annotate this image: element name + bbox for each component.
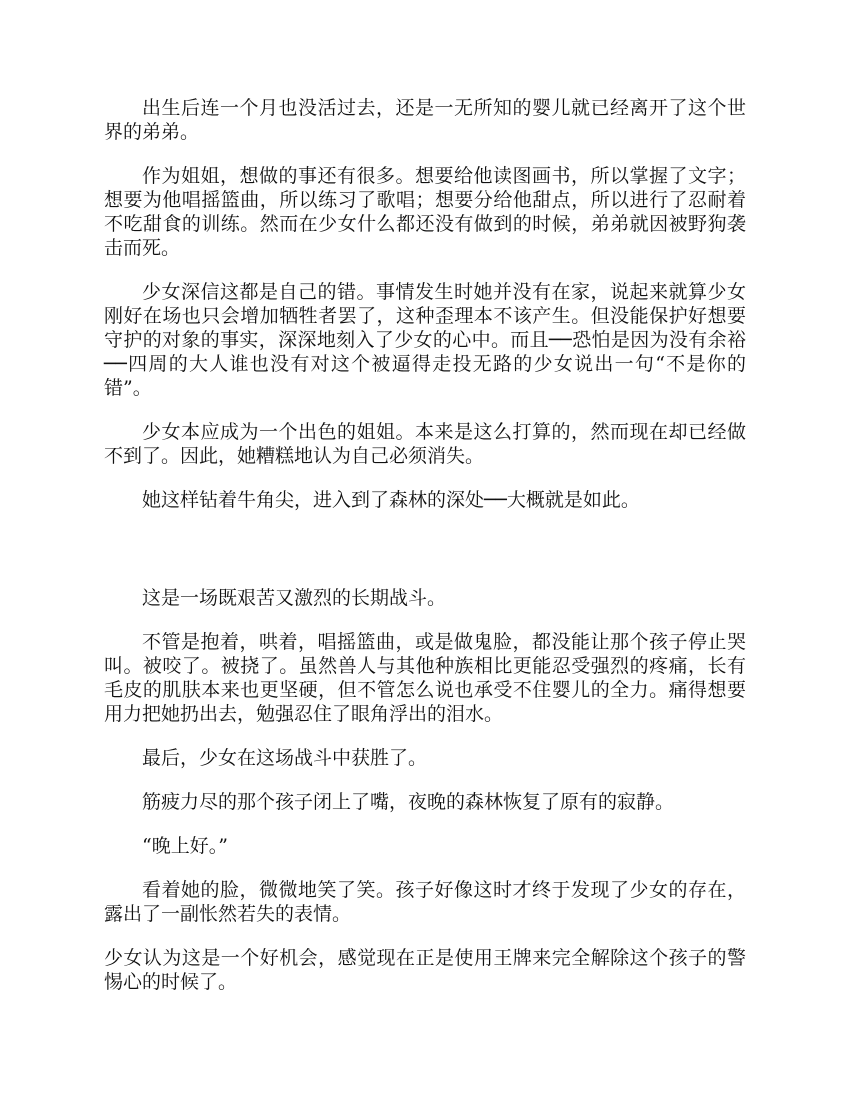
paragraph-brother: 出生后连一个月也没活过去，还是一无所知的婴儿就已经离开了这个世界的弟弟。 [104, 97, 746, 143]
paragraph-should-vanish: 少女本应成为一个出色的姐姐。本来是这么打算的，然而现在却已经做不到了。因此，她糟糕地认为自己必须消失。 [104, 421, 746, 467]
paragraph-trump-card: 少女认为这是一个好机会，感觉现在正是使用王牌来完全解除这个孩子的警惕心的时候了。 [104, 947, 746, 993]
paragraph-guilt: 少女深信这都是自己的错。事情发生时她并没有在家，说起来就算少女刚好在场也只会增加牺牲者罢了，这种歪理本不该产生。但没能保护好想要守护的对象的事实，深深地刻入了少女的心中。而且──恐怕是因为没有余裕──四周的大人谁也没有对这个被逼得走投无路的少女说出一句“不是你的错”。 [104, 281, 746, 399]
paragraph-greeting: “晚上好。” [142, 835, 228, 857]
paragraph-smile: 看着她的脸，微微地笑了笑。孩子好像这时才终于发现了少女的存在，露出了一副怅然若失的表情。 [104, 879, 746, 925]
paragraph-long-battle: 这是一场既艰苦又激烈的长期战斗。 [142, 587, 447, 609]
paragraph-victory: 最后，少女在这场战斗中获胜了。 [142, 747, 428, 769]
section-break [104, 532, 746, 586]
paragraph-baby-crying: 不管是抱着，哄着，唱摇篮曲，或是做鬼脸，都没能让那个孩子停止哭叫。被咬了。被挠了。虽然兽人与其他种族相比更能忍受强烈的疼痛，长有毛皮的肌肤本来也更坚硬，但不管怎么说也承受不住婴儿的全力。痛得想要用力把她扔出去，勉强忍住了眼角浮出的泪水。 [104, 631, 746, 725]
paragraph-sister-wishes: 作为姐姐，想做的事还有很多。想要给他读图画书，所以掌握了文字；想要为他唱摇篮曲，所以练习了歌唱；想要分给他甜点，所以进行了忍耐着不吃甜食的训练。然而在少女什么都还没有做到的时候，弟弟就因被野狗袭击而死。 [104, 165, 746, 259]
paragraph-into-forest: 她这样钻着牛角尖，进入到了森林的深处──大概就是如此。 [142, 489, 640, 511]
paragraph-forest-silence: 筋疲力尽的那个孩子闭上了嘴，夜晚的森林恢复了原有的寂静。 [142, 791, 675, 813]
